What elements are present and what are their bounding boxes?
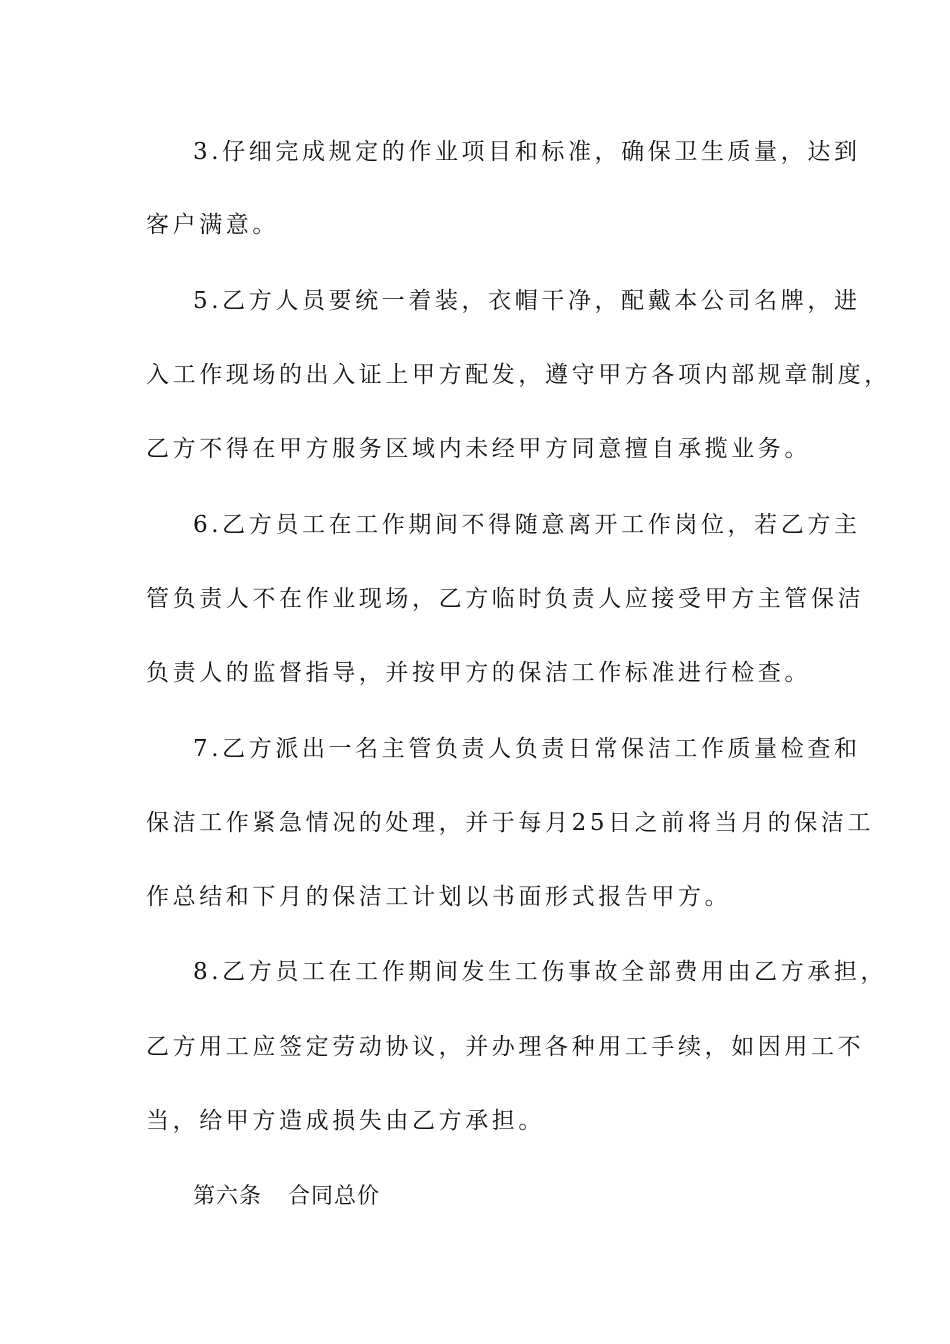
text-line: 乙方不得在甲方服务区域内未经甲方同意擅自承揽业务。 [146,436,811,462]
article-number: 第六条 [193,1184,263,1209]
text-line: 作总结和下月的保洁工计划以书面形式报告甲方。 [146,884,732,910]
text-line: 7.乙方派出一名主管负责人负责日常保洁工作质量检查和 [193,736,861,762]
text-line: 5.乙方人员要统一着装，衣帽干净，配戴本公司名牌，进 [193,288,861,314]
text-line: 3.仔细完成规定的作业项目和标准，确保卫生质量，达到 [193,139,861,165]
text-line: 保洁工作紧急情况的处理，并于每月25日之前将当月的保洁工 [146,810,875,836]
text-line: 客户满意。 [146,212,279,238]
text-line: 乙方用工应签定劳动协议，并办理各种用工手续，如因用工不 [146,1034,865,1060]
text-line: 入工作现场的出入证上甲方配发，遵守甲方各项内部规章制度， [146,362,891,388]
section-heading [193,1182,380,1212]
text-line: 8.乙方员工在工作期间发生工伤事故全部费用由乙方承担， [193,959,888,985]
article-title: 合同总价 [288,1184,381,1209]
text-line: 6.乙方员工在工作期间不得随意离开工作岗位，若乙方主 [193,512,861,538]
text-line: 当，给甲方造成损失由乙方承担。 [146,1108,545,1134]
text-line: 负责人的监督指导，并按甲方的保洁工作标准进行检查。 [146,660,811,686]
text-line: 管负责人不在作业现场，乙方临时负责人应接受甲方主管保洁 [146,586,865,612]
